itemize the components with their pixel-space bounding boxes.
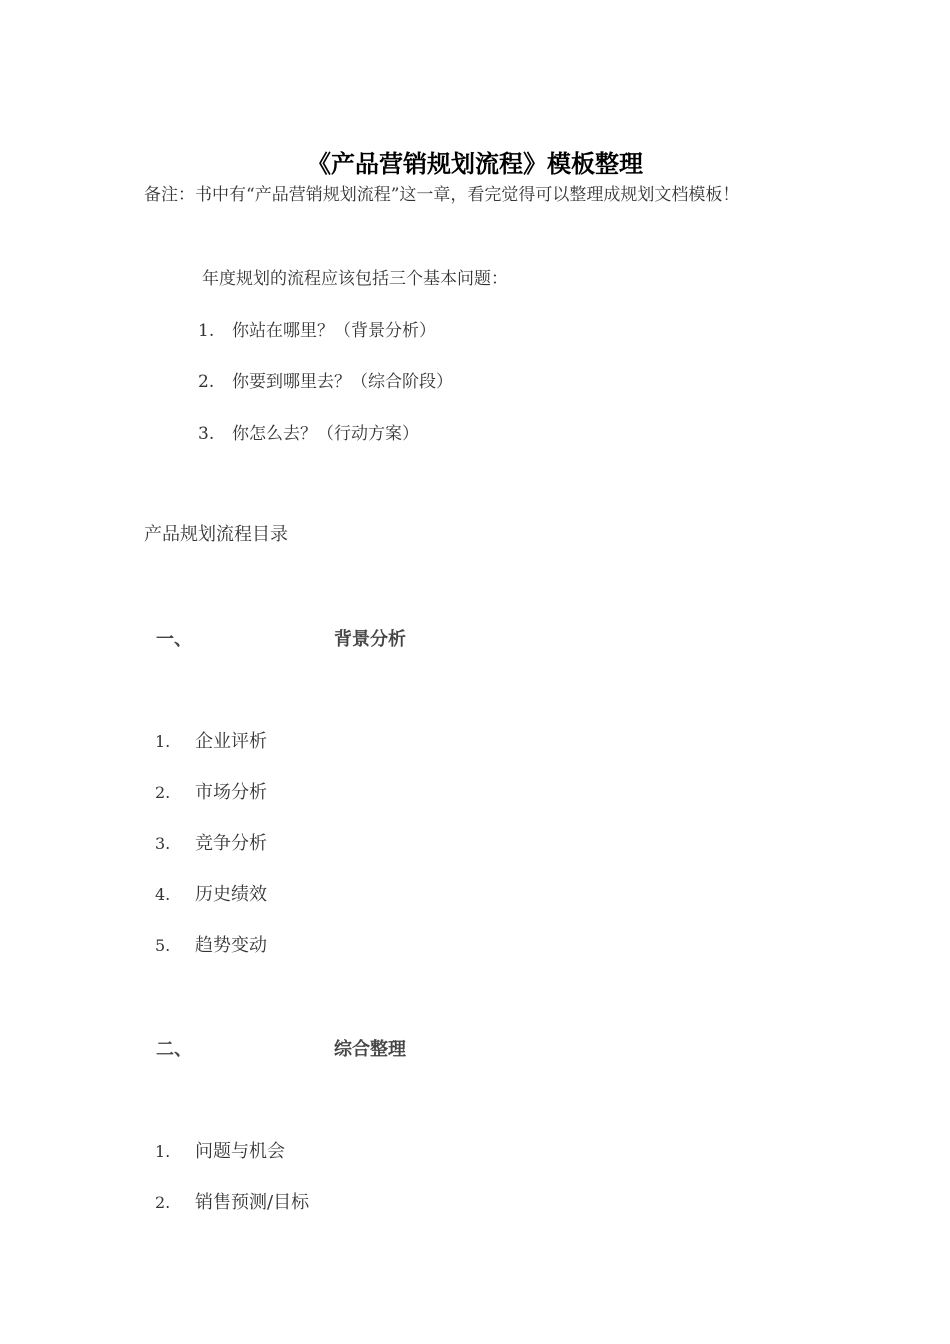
list-item-text: 历史绩效	[195, 884, 267, 905]
section-title: 背景分析	[334, 629, 406, 650]
section-title: 综合整理	[334, 1039, 406, 1060]
list-item-text: 销售预测/目标	[195, 1192, 310, 1213]
question-text: 你怎么去？（行动方案）	[232, 424, 419, 444]
list-item-number: 5.	[155, 936, 171, 955]
question-number: 1.	[198, 321, 215, 341]
list-item	[155, 727, 267, 753]
list-item	[155, 1137, 285, 1163]
list-item	[155, 931, 267, 957]
list-item-number: 1.	[155, 732, 171, 751]
list-item	[155, 1188, 309, 1214]
question-item	[198, 316, 436, 341]
list-item-number: 1.	[155, 1142, 171, 1161]
question-item	[198, 367, 453, 392]
list-item-number: 4.	[155, 885, 171, 904]
list-item-text: 趋势变动	[195, 935, 267, 956]
list-item	[155, 880, 267, 906]
toc-heading: 产品规划流程目录	[144, 524, 288, 545]
list-item-text: 企业评析	[195, 731, 267, 752]
section-number: 二、	[156, 1039, 192, 1060]
list-item-number: 2.	[155, 1193, 171, 1212]
list-item-text: 市场分析	[195, 782, 267, 803]
list-item-number: 3.	[155, 834, 171, 853]
list-item-text: 问题与机会	[195, 1141, 285, 1162]
list-item-text: 竞争分析	[195, 833, 267, 854]
list-item	[155, 829, 267, 855]
note-paragraph: 备注：书中有“产品营销规划流程”这一章，看完觉得可以整理成规划文档模板！	[144, 185, 740, 205]
list-item	[155, 778, 267, 804]
question-text: 你要到哪里去？（综合阶段）	[232, 372, 453, 392]
question-number: 2.	[198, 372, 215, 392]
question-item	[198, 419, 419, 444]
list-item-number: 2.	[155, 783, 171, 802]
section-number: 一、	[156, 629, 192, 650]
intro-text: 年度规划的流程应该包括三个基本问题：	[202, 269, 508, 289]
document-title: 《产品营销规划流程》模板整理	[307, 150, 643, 178]
question-number: 3.	[198, 424, 215, 444]
question-text: 你站在哪里？（背景分析）	[232, 321, 436, 341]
